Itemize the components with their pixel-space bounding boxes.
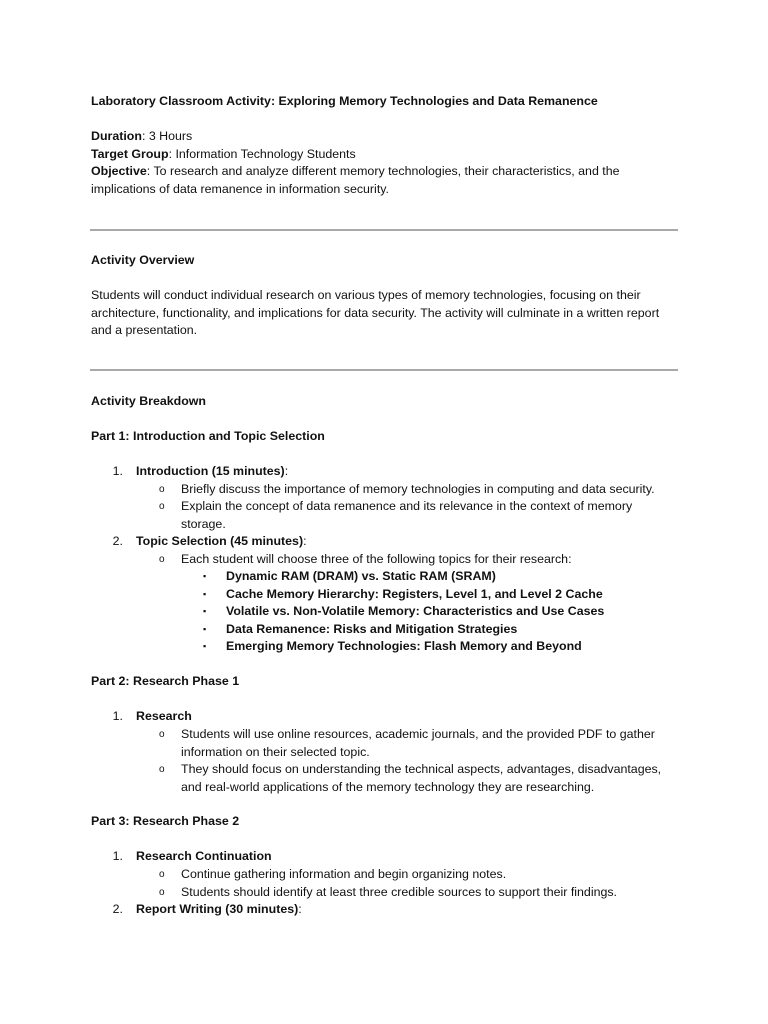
breakdown-heading: Activity Breakdown: [91, 394, 206, 408]
overview-text: Students will conduct individual research on various types of memory technologies, focusing on their architecture, functionality, and implications for data security. The activity will culminate in a written report and a presentation.: [91, 288, 660, 337]
target-group-label: Target Group: [91, 146, 169, 161]
topic-item: Dynamic RAM (DRAM) vs. Static RAM (SRAM): [226, 569, 496, 583]
square-bullet-icon: ▪: [203, 606, 207, 616]
objective-value: : To research and analyze different memory technologies, their characteristics, and the implications of data remanence in information security.: [91, 164, 620, 196]
target-group-line: [91, 146, 691, 164]
list-item: [136, 901, 302, 919]
page-title: Laboratory Classroom Activity: Exploring Memory Technologies and Data Remanence: [91, 94, 598, 108]
list-item: They should focus on understanding the technical aspects, advantages, disadvantages, and real-world applications of the memory technology they are researching.: [181, 762, 662, 794]
list-item: Briefly discuss the importance of memory technologies in computing and data security.: [181, 482, 655, 496]
objective-label: Objective: [91, 164, 147, 178]
list-item: [136, 463, 288, 481]
list-number: 1.: [112, 849, 123, 863]
list-item: Students should identify at least three credible sources to support their findings.: [181, 884, 617, 899]
list-item: Each student will choose three of the following topics for their research:: [181, 552, 572, 566]
divider: [90, 369, 678, 371]
part2-heading: Part 2: Research Phase 1: [91, 674, 240, 688]
bullet-icon: o: [159, 554, 165, 565]
item-suffix: :: [303, 534, 307, 548]
square-bullet-icon: ▪: [203, 623, 207, 634]
item-label: Research: [136, 709, 192, 723]
item-label: Topic Selection (45 minutes): [136, 534, 304, 548]
list-item: [136, 533, 307, 551]
list-number: 1.: [112, 709, 123, 723]
item-label: Research Continuation: [136, 849, 272, 863]
bullet-icon: o: [159, 501, 165, 512]
item-suffix: :: [298, 902, 302, 916]
duration-line: [91, 128, 691, 146]
list-number: 1.: [112, 464, 123, 478]
item-suffix: :: [284, 464, 289, 478]
bullet-icon: o: [159, 484, 165, 495]
topic-item: Data Remanence: Risks and Mitigation Strategies: [226, 621, 518, 636]
bullet-icon: o: [159, 764, 165, 775]
duration-value: : 3 Hours: [141, 129, 193, 143]
square-bullet-icon: ▪: [203, 571, 207, 581]
item-label: Report Writing (30 minutes): [136, 902, 299, 916]
topic-item: Emerging Memory Technologies: Flash Memory and Beyond: [226, 639, 582, 653]
objective-line: [91, 163, 651, 198]
list-item: Continue gathering information and begin organizing notes.: [181, 867, 507, 881]
topic-item: Cache Memory Hierarchy: Registers, Level 1, and Level 2 Cache: [226, 586, 603, 601]
list-number: 2.: [112, 534, 123, 548]
square-bullet-icon: ▪: [203, 588, 207, 599]
list-item: Students will use online resources, academic journals, and the provided PDF to gather information on their selected topic.: [181, 727, 655, 759]
part3-heading: Part 3: Research Phase 2: [91, 814, 240, 828]
list-number: 2.: [112, 902, 123, 916]
square-bullet-icon: ▪: [203, 641, 207, 651]
part1-heading: Part 1: Introduction and Topic Selection: [91, 429, 325, 443]
topic-item: Volatile vs. Non-Volatile Memory: Characteristics and Use Cases: [226, 604, 605, 618]
divider: [90, 229, 678, 231]
list-item: Explain the concept of data remanence and its relevance in the context of memory storage.: [181, 499, 633, 531]
item-label: Introduction (15 minutes): [136, 464, 285, 478]
bullet-icon: o: [159, 886, 165, 898]
overview-heading: Activity Overview: [91, 253, 195, 267]
bullet-icon: o: [159, 729, 165, 740]
bullet-icon: o: [159, 869, 165, 880]
duration-label: Duration: [91, 129, 142, 143]
target-group-value: : Information Technology Students: [168, 146, 356, 161]
